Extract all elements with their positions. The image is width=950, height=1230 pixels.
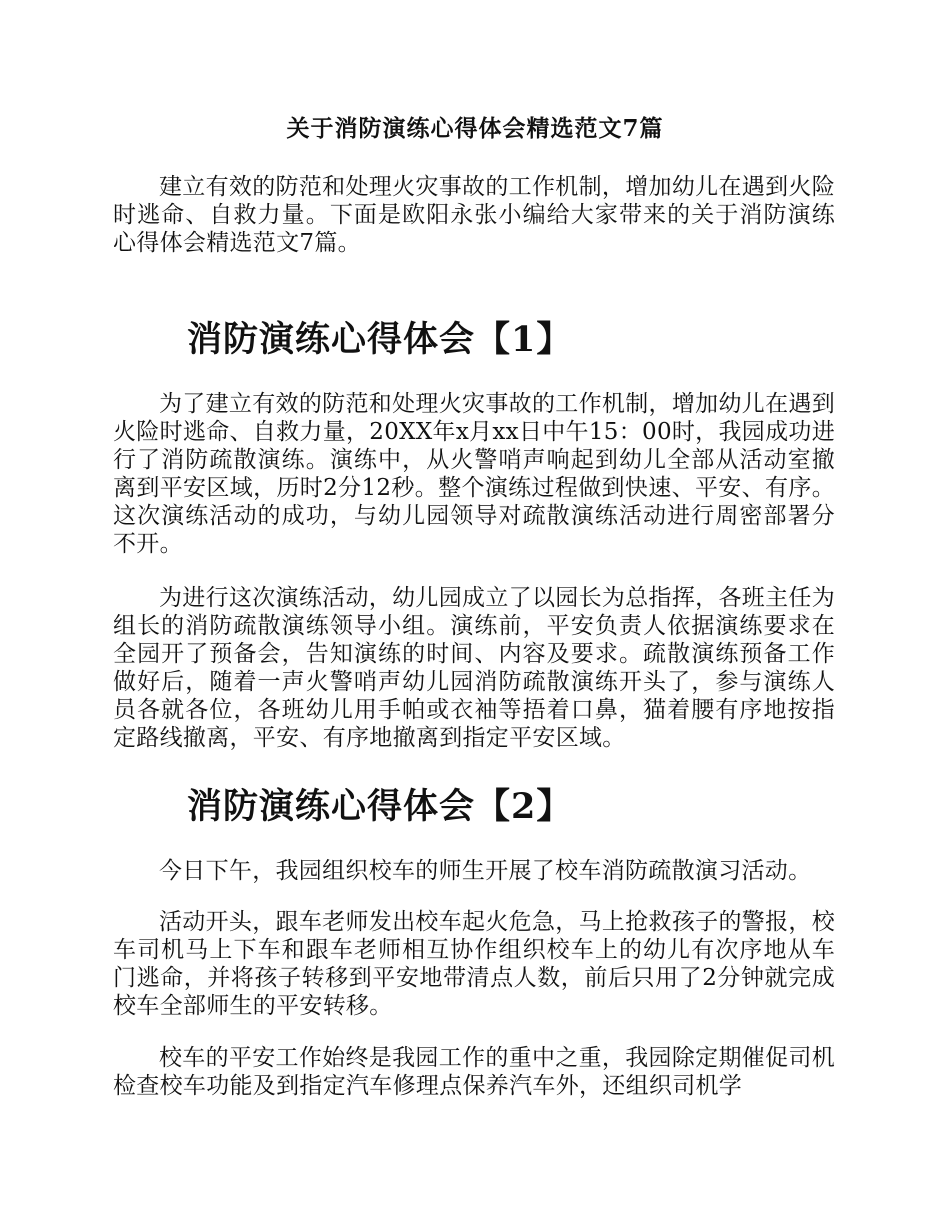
section-2-paragraph-1: 今日下午，我园组织校车的师生开展了校车消防疏散演习活动。 — [159, 858, 812, 884]
document-title: 关于消防演练心得体会精选范文7篇 — [286, 115, 664, 142]
section-2-paragraph-3: 校车的平安工作始终是我园工作的重中之重，我园除定期催促司机检查校车功能及到指定汽车修理点保养汽车外，还组织司机学 — [113, 1045, 835, 1099]
section-2-paragraph-2: 活动开头，跟车老师发出校车起火危急，马上抢救孩子的警报，校车司机马上下车和跟车老师相互协作组织校车上的幼儿有次序地从车门逃命，并将孩子转移到平安地带清点人数，前后只用了2分钟就完成校车全部师生的平安转移。 — [113, 909, 835, 1019]
section-1-paragraph-2: 为进行这次演练活动，幼儿园成立了以园长为总指挥，各班主任为组长的消防疏散演练领导小组。演练前，平安负责人依据演练要求在全园开了预备会，告知演练的时间、内容及要求。疏散演练预备工作做好后，随着一声火警哨声幼儿园消防疏散演练开头了，参与演练人员各就各位，各班幼儿用手帕或衣袖等捂着口鼻，猫着腰有序地按指定路线撤离，平安、有序地撤离到指定平安区域。 — [113, 585, 835, 751]
intro-paragraph: 建立有效的防范和处理火灾事故的工作机制，增加幼儿在遇到火险时逃命、自救力量。下面是欧阳永张小编给大家带来的关于消防演练心得体会精选范文7篇。 — [113, 174, 835, 256]
section-1-paragraph-1: 为了建立有效的防范和处理火灾事故的工作机制，增加幼儿在遇到火险时逃命、自救力量，20XX年x月xx日中午15：00时，我园成功进行了消防疏散演练。演练中，从火警哨声响起到幼儿全部从活动室撤离到平安区域，历时2分12秒。整个演练过程做到快速、平安、有序。这次演练活动的成功，与幼儿园领导对疏散演练活动进行周密部署分不开。 — [113, 391, 835, 557]
section-heading-1: 消防演练心得体会【1】 — [187, 319, 573, 360]
section-heading-2: 消防演练心得体会【2】 — [187, 786, 573, 827]
